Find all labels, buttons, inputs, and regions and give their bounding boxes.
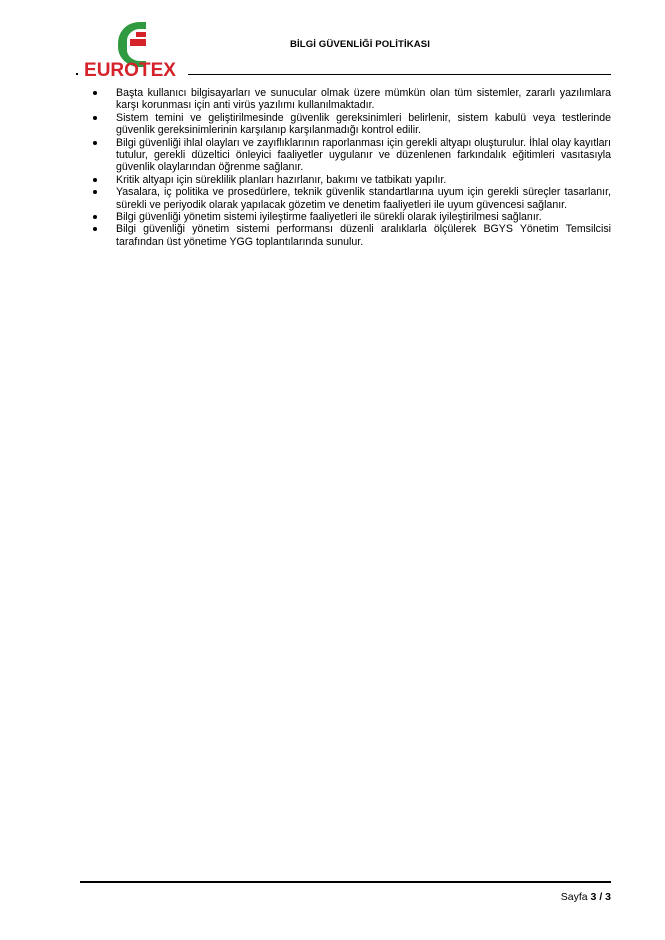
current-page: 3 (590, 891, 597, 903)
document-title: BİLGİ GÜVENLİĞİ POLİTİKASI (289, 39, 431, 50)
list-item (86, 223, 611, 248)
bullet-icon (93, 178, 97, 182)
list-item-text: Kritik altyapı için süreklilik planları hazırlanır, bakımı ve tatbikatı yapılır. (116, 173, 447, 186)
bullet-icon (93, 227, 97, 231)
list-item-text: Yasalara, iç politika ve prosedürlere, teknik güvenlik standartlarına uyum için gerekli süreçler tasarlanır, sürekli ve periyodik olarak yapılacak gözetim ve denetim faaliyetleri ile uyum güvencesi sağlanır. (116, 186, 611, 211)
document-body (86, 87, 611, 248)
list-item (86, 186, 611, 211)
list-item (86, 174, 611, 186)
total-pages: 3 (605, 891, 611, 903)
list-item-text: Bilgi güvenliği yönetim sistemi iyileştirme faaliyetleri ile sürekli olarak iyileştirilmesi sağlanır. (116, 211, 542, 224)
list-item-text: Başta kullanıcı bilgisayarları ve sunucular olmak üzere mümkün olan tüm sistemler, zararlı yazılımlara karşı korunması için anti virüs yazılımı kullanılmaktadır. (116, 87, 611, 112)
list-item (86, 137, 611, 174)
eurotex-logo (80, 14, 184, 78)
bullet-icon (93, 141, 97, 145)
list-item-text: Sistem temini ve geliştirilmesinde güvenlik gereksinimleri belirlenir, sistem kabulü veya testlerinde güvenlik gereksinimlerinin karşılanıp karşılanmadığı kontrol edilir. (116, 111, 611, 137)
logo-wordmark: EUROTEX (84, 60, 177, 78)
bullet-icon (93, 116, 97, 120)
policy-bullet-list (86, 87, 611, 248)
list-item (86, 87, 611, 112)
bullet-icon (93, 215, 97, 219)
header-divider (188, 74, 611, 75)
page-number (561, 891, 611, 903)
header-marker (76, 73, 78, 75)
list-item-text: Bilgi güvenliği ihlal olayları ve zayıflıklarının raporlanması için gerekli altyapı oluşturulur. İhlal olay kayıtları tutulur, gerekli düzeltici önleyici faaliyetler uygulanır ve düzenlenen farkındalık eğitimleri vasıtasıyla güvenlik olaylarından öğrenme sağlanır. (116, 136, 611, 174)
list-item (86, 112, 611, 137)
footer-divider (80, 881, 611, 883)
page-label: Sayfa (560, 891, 588, 903)
page-separator: / (599, 891, 603, 903)
bullet-icon (93, 91, 97, 95)
list-item (86, 211, 611, 223)
list-item-text: Bilgi güvenliği yönetim sistemi performansı düzenli aralıklarla ölçülerek BGYS Yönetim Temsilcisi tarafından üst yönetime YGG toplantılarında sunulur. (116, 223, 611, 248)
bullet-icon (93, 190, 97, 194)
